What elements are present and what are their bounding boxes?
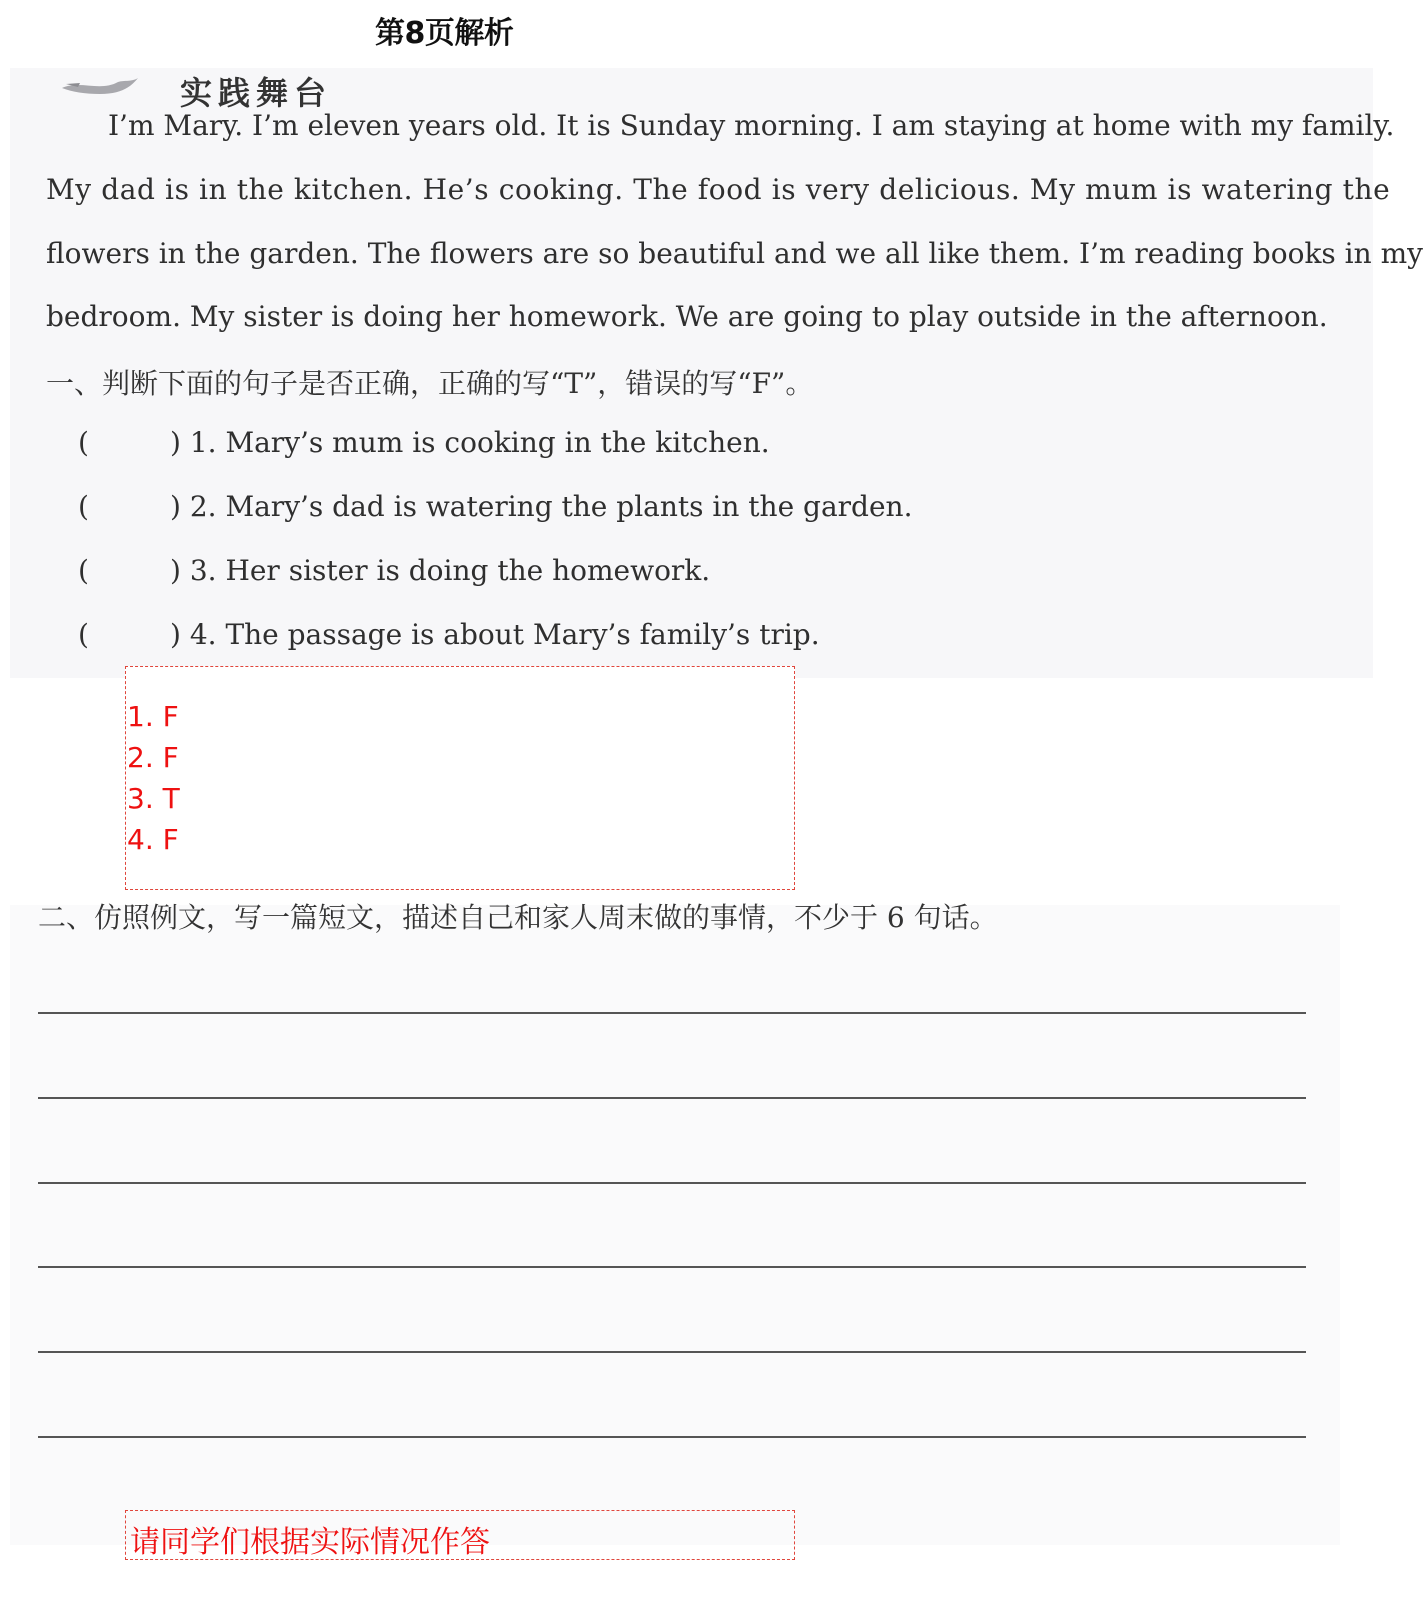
scanned-writing-area [10,905,1340,1545]
passage-line: flowers in the garden. The flowers are so beautiful and we all like them. I’m reading books in my [46,237,1423,270]
question-row [78,426,770,459]
answer-blank-paren: ( [78,618,89,651]
section-heading: 实践舞台 [180,74,333,112]
answer-blank-paren: ( [78,554,89,587]
writing-line [38,1182,1306,1184]
answer-blank-paren: ( [78,426,89,459]
answer-item: 3. T [127,782,180,815]
wing-icon [60,74,140,96]
answer-box-part2 [125,1510,795,1560]
question-text: ) 4. The passage is about Mary’s family’s trip. [170,618,820,651]
question-text: ) 2. Mary’s dad is watering the plants in the garden. [170,490,913,523]
answer-item: 4. F [127,823,179,856]
answer-blank-paren: ( [78,490,89,523]
writing-line [38,1351,1306,1353]
passage-line: bedroom. My sister is doing her homework. We are going to play outside in the afternoon. [46,300,1328,333]
answer-item: 2. F [127,741,179,774]
answer-item: 1. F [127,700,179,733]
part2-instruction: 二、仿照例文，写一篇短文，描述自己和家人周末做的事情，不少于 6 句话。 [38,901,998,934]
writing-line [38,1097,1306,1099]
question-text: ) 1. Mary’s mum is cooking in the kitchen. [170,426,770,459]
part1-instruction: 一、判断下面的句子是否正确，正确的写“T”，错误的写“F”。 [46,367,814,400]
passage-line: I’m Mary. I’m eleven years old. It is Sunday morning. I am staying at home with my family. [108,109,1395,142]
passage-line: My dad is in the kitchen. He’s cooking. The food is very delicious. My mum is watering the [46,173,1391,206]
section-header [60,62,333,112]
writing-line [38,1266,1306,1268]
writing-line [38,1436,1306,1438]
question-row [78,618,820,651]
question-row [78,490,912,523]
writing-line [38,1012,1306,1014]
answer-box-part1 [125,666,795,890]
question-text: ) 3. Her sister is doing the homework. [170,554,711,587]
page-title: 第8页解析 [375,16,514,51]
question-row [78,554,710,587]
answer-list [126,696,180,860]
part2-answer: 请同学们根据实际情况作答 [130,1525,490,1560]
